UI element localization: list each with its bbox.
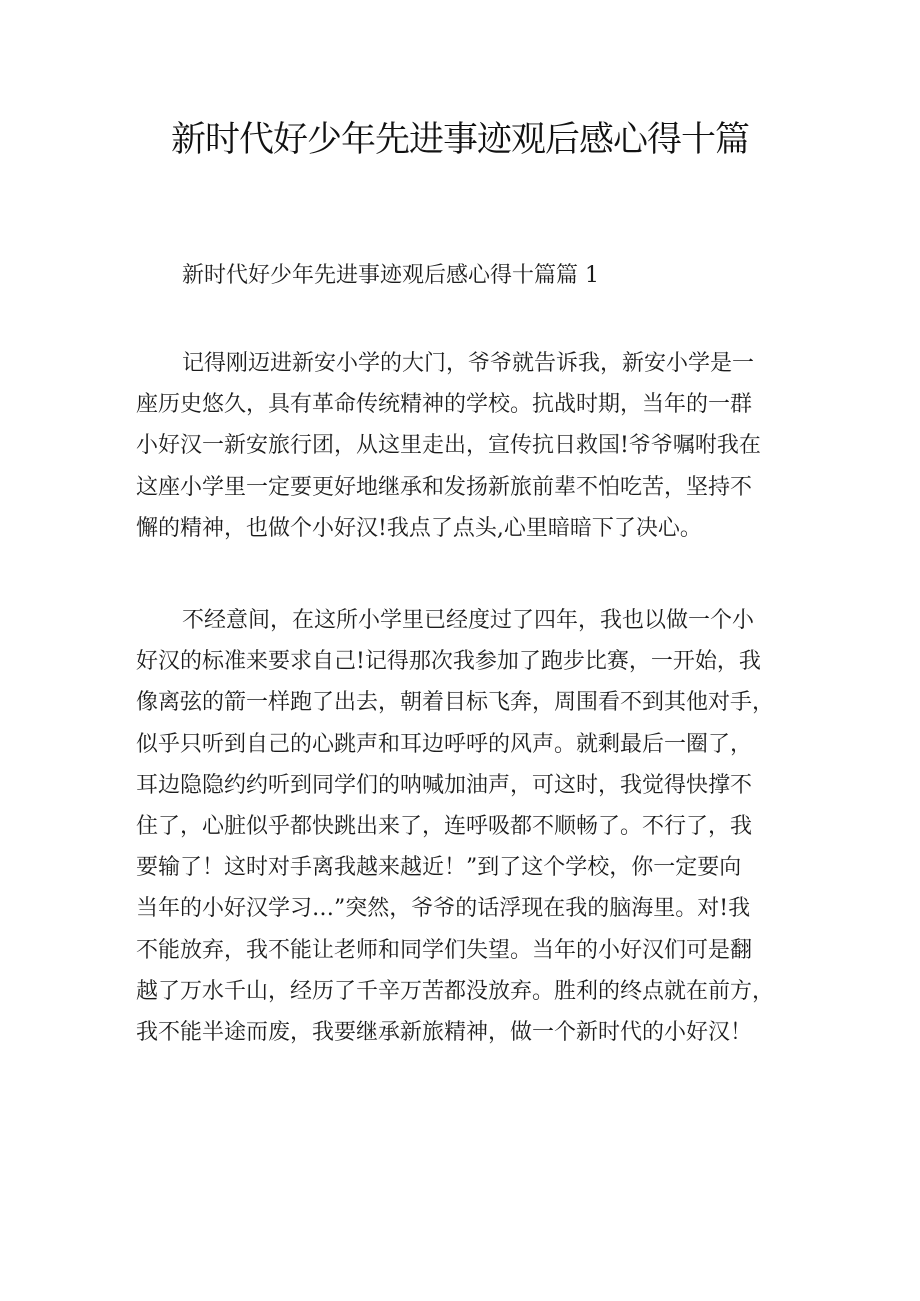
paragraph-line: 这座小学里一定要更好地继承和发扬新旅前辈不怕吃苦，坚持不 xyxy=(136,474,753,500)
paragraph-line: 记得刚迈进新安小学的大门，爷爷就告诉我，新安小学是一 xyxy=(182,351,755,376)
paragraph-line: 越了万水千山，经历了千辛万苦都没放弃。胜利的终点就在前方， xyxy=(136,978,775,1004)
paragraph-line: 不经意间，在这所小学里已经度过了四年，我也以做一个小 xyxy=(182,608,755,633)
paragraph-line: 我不能半途而废，我要继承新旅精神，做一个新时代的小好汉！ xyxy=(136,1019,753,1045)
document-title: 新时代好少年先进事迹观后感心得十篇 xyxy=(170,120,749,160)
paragraph-line: 耳边隐隐约约听到同学们的呐喊加油声，可这时，我觉得快撑不 xyxy=(136,772,753,798)
paragraph-line: 住了，心脏似乎都快跳出来了，连呼吸都不顺畅了。不行了，我 xyxy=(136,813,753,839)
paragraph-line: 好汉的标准来要求自己!记得那次我参加了跑步比赛，一开始，我 xyxy=(136,649,761,675)
paragraph-1 xyxy=(136,343,804,549)
paragraph-line: 懈的精神，也做个小好汉!我点了点头,心里暗暗下了决心。 xyxy=(136,515,702,541)
paragraph-line: 当年的小好汉学习…”突然，爷爷的话浮现在我的脑海里。对!我 xyxy=(136,896,751,922)
paragraph-line: 不能放弃，我不能让老师和同学们失望。当年的小好汉们可是翻 xyxy=(136,937,753,963)
paragraph-line: 似乎只听到自己的心跳声和耳边呼呼的风声。就剩最后一圈了， xyxy=(136,731,753,757)
section-heading: 新时代好少年先进事迹观后感心得十篇篇 1 xyxy=(182,263,599,288)
paragraph-line: 座历史悠久，具有革命传统精神的学校。抗战时期，当年的一群 xyxy=(136,392,753,418)
paragraph-line: 像离弦的箭一样跑了出去，朝着目标飞奔，周围看不到其他对手， xyxy=(136,690,775,716)
paragraph-2 xyxy=(136,600,804,1053)
paragraph-line: 小好汉一新安旅行团，从这里走出，宣传抗日救国!爷爷嘱咐我在 xyxy=(136,433,761,459)
paragraph-line: 要输了！这时对手离我越来越近！”到了这个学校，你一定要向 xyxy=(136,855,742,881)
